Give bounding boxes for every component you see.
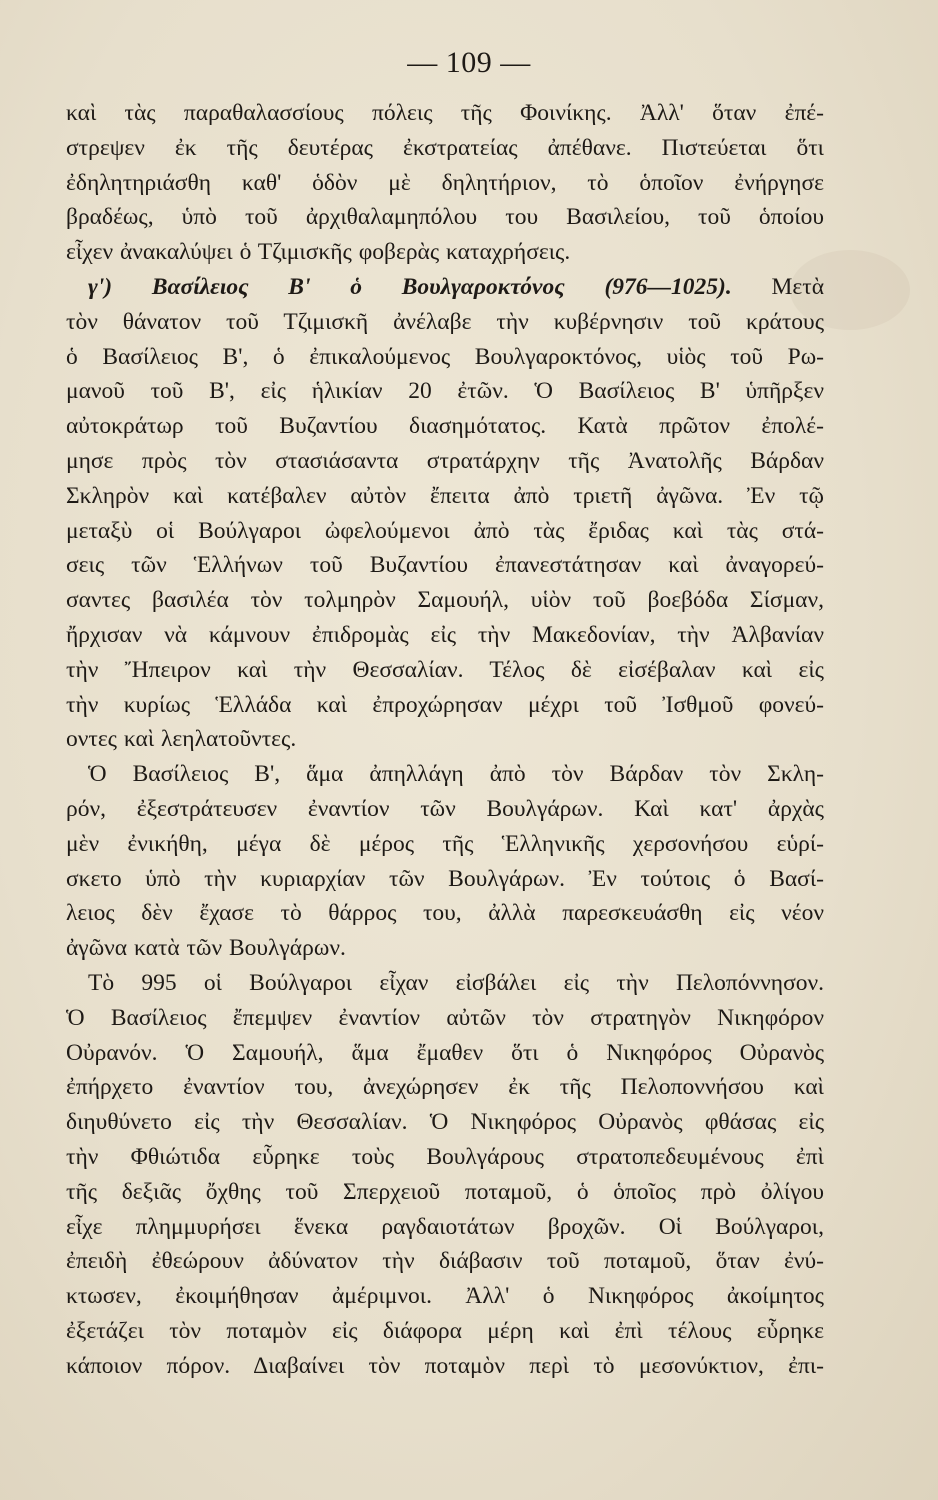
text-line: ἤρχισαν νὰ κάμνουν ἐπιδρομὰς εἰς τὴν Μακεδονίαν, τὴν Ἀλβανίαν <box>66 621 824 648</box>
text-line: Ὁ Βασίλειος Β', ἅμα ἀπηλλάγη ἀπὸ τὸν Βάρδαν τὸν Σκλη- <box>88 761 824 788</box>
text-line: τὴν Φθιώτιδα εὗρηκε τοὺς Βουλγάρους στρατοπεδευμένους ἐπὶ <box>66 1143 824 1170</box>
text-line: σκετο ὑπὸ τὴν κυριαρχίαν τῶν Βουλγάρων. Ἐν τούτοις ὁ Βασί- <box>66 865 824 892</box>
text-line: τὴν κυρίως Ἑλλάδα καὶ ἐπροχώρησαν μέχρι τοῦ Ἰσθμοῦ φονεύ- <box>66 691 824 718</box>
body-text <box>66 96 824 1383</box>
text-line: ρόν, ἐξεστράτευσεν ἐναντίον τῶν Βουλγάρων. Καὶ κατ' ἀρχὰς <box>66 795 824 822</box>
text-line: διηυθύνετο εἰς τὴν Θεσσαλίαν. Ὁ Νικηφόρος Οὐρανὸς φθάσας εἰς <box>66 1109 824 1136</box>
text-line: καὶ τὰς παραθαλασσίους πόλεις τῆς Φοινίκης. Ἀλλ' ὅταν ἐπέ- <box>66 100 824 126</box>
text-line: τὴν Ἤπειρον καὶ τὴν Θεσσαλίαν. Τέλος δὲ εἰσέβαλαν καὶ εἰς <box>66 656 824 683</box>
text-line: στρεψεν ἐκ τῆς δευτέρας ἐκστρατείας ἀπέθανε. Πιστεύεται ὅτι <box>66 134 824 161</box>
text-line: ἐπειδὴ ἐθεώρουν ἀδύνατον τὴν διάβασιν τοῦ ποταμοῦ, ὅταν ἐνύ- <box>66 1248 824 1275</box>
text-line: βραδέως, ὑπὸ τοῦ ἀρχιθαλαμηπόλου του Βασιλείου, τοῦ ὁποίου <box>66 204 824 231</box>
section-heading-continuation: Μετὰ <box>771 273 825 300</box>
text-line: μεταξὺ οἱ Βούλγαροι ὠφελούμενοι ἀπὸ τὰς ἔριδας καὶ τὰς στά- <box>66 517 824 544</box>
text-line: εἶχεν ἀνακαλύψει ὁ Τζιμισκῆς φοβερὰς καταχρήσεις. <box>66 239 571 266</box>
text-line: κάποιον πόρον. Διαβαίνει τὸν ποταμὸν περὶ τὸ μεσονύκτιον, ἐπι- <box>66 1352 824 1379</box>
text-line: κτωσεν, ἐκοιμήθησαν ἀμέριμνοι. Ἀλλ' ὁ Νικηφόρος ἀκοίμητος <box>66 1283 824 1310</box>
text-line: μὲν ἐνικήθη, μέγα δὲ μέρος τῆς Ἑλληνικῆς χερσονήσου εὑρί- <box>66 830 824 857</box>
text-line: εἶχε πλημμυρήσει ἕνεκα ραγδαιοτάτων βροχῶν. Οἱ Βούλγαροι, <box>66 1213 824 1240</box>
text-line: αὐτοκράτωρ τοῦ Βυζαντίου διασημότατος. Κατὰ πρῶτον ἐπολέ- <box>66 413 824 440</box>
text-line: Ὁ Βασίλειος ἔπεμψεν ἐναντίον αὐτῶν τὸν στρατηγὸν Νικηφόρον <box>66 1004 824 1031</box>
text-line: μησε πρὸς τὸν στασιάσαντα στρατάρχην τῆς Ἀνατολῆς Βάρδαν <box>66 447 824 474</box>
text-line: μανοῦ τοῦ Β', εἰς ἡλικίαν 20 ἐτῶν. Ὁ Βασίλειος Β' ὑπῆρξεν <box>66 378 824 405</box>
text-line: τὸν θάνατον τοῦ Τζιμισκῆ ἀνέλαβε τὴν κυβέρνησιν τοῦ κράτους <box>66 308 824 335</box>
text-line: Σκληρὸν καὶ κατέβαλεν αὐτὸν ἔπειτα ἀπὸ τριετῆ ἀγῶνα. Ἐν τῷ <box>66 482 824 509</box>
page-number: — 109 — <box>407 46 531 79</box>
text-line: οντες καὶ λεηλατοῦντες. <box>66 726 297 753</box>
text-line: τῆς δεξιᾶς ὄχθης τοῦ Σπερχειοῦ ποταμοῦ, ὁ ὁποῖος πρὸ ὀλίγου <box>66 1178 824 1205</box>
text-line: ἐξετάζει τὸν ποταμὸν εἰς διάφορα μέρη καὶ ἐπὶ τέλους εὗρηκε <box>66 1317 824 1344</box>
text-line: ὁ Βασίλειος Β', ὁ ἐπικαλούμενος Βουλγαροκτόνος, υἱὸς τοῦ Ρω- <box>66 343 824 370</box>
text-line: ἀγῶνα κατὰ τῶν Βουλγάρων. <box>66 935 346 962</box>
section-heading-dates: (976—1025). <box>604 273 732 300</box>
text-line: σαντες βασιλέα τὸν τολμηρὸν Σαμουήλ, υἱὸν τοῦ βοεβόδα Σίσμαν, <box>66 587 824 614</box>
text-line: Τὸ 995 οἱ Βούλγαροι εἶχαν εἰσβάλει εἰς τὴν Πελοπόννησον. <box>88 969 824 996</box>
section-heading-line <box>66 270 824 305</box>
text-line: Οὐρανόν. Ὁ Σαμουήλ, ἅμα ἔμαθεν ὅτι ὁ Νικηφόρος Οὐρανὸς <box>66 1039 824 1066</box>
text-line: λειος δὲν ἔχασε τὸ θάρρος του, ἀλλὰ παρεσκευάσθη εἰς νέον <box>66 900 824 927</box>
text-line: ἐπήρχετο ἐναντίον του, ἀνεχώρησεν ἐκ τῆς Πελοποννήσου καὶ <box>66 1074 824 1101</box>
text-line: ἐδηλητηριάσθη καθ' ὁδὸν μὲ δηλητήριον, τὸ ὁποῖον ἐνήργησε <box>66 169 824 196</box>
text-line: σεις τῶν Ἑλλήνων τοῦ Βυζαντίου ἐπανεστάτησαν καὶ ἀναγορεύ- <box>66 552 824 579</box>
section-heading-title: γ') Βασίλειος Β' ὁ Βουλγαροκτόνος <box>88 273 565 300</box>
